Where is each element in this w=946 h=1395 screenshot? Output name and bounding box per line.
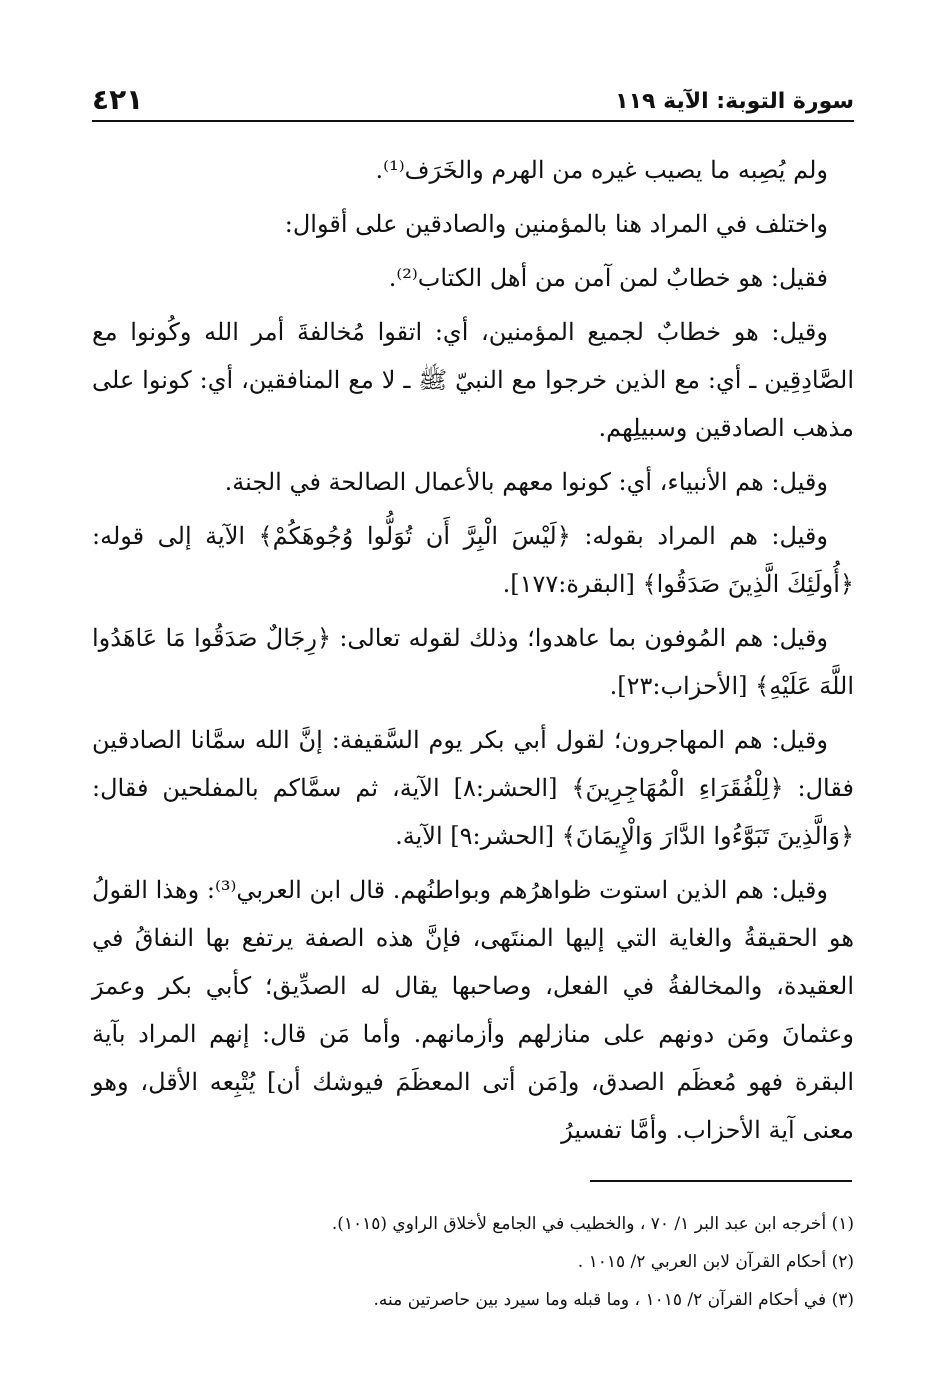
paragraph: وقيل: هم المراد بقوله: ﴿لَيْسَ الْبِرَّ أَن تُوَلُّوا وُجُوهَكُمْ﴾ الآية إلى قوله: ﴿أُولَئِكَ الَّذِينَ صَدَقُوا﴾ [البقرة:١٧٧]. (92, 522, 854, 598)
running-title: سورة التوبة: الآية ١١٩ (615, 89, 854, 114)
paragraph: فقيل: هو خطابٌ لمن آمن من أهل الكتاب⁽²⁾. (388, 264, 828, 292)
footnote-divider (590, 1180, 852, 1182)
paragraph: وقيل: هم الأنبياء، أي: كونوا معهم بالأعمال الصالحة في الجنة. (224, 468, 828, 496)
footnotes (92, 1205, 854, 1319)
footnote: (٢) أحكام القرآن لابن العربي ٢/ ١٠١٥ . (577, 1252, 854, 1272)
paragraph: وقيل: هم المُوفون بما عاهدوا؛ وذلك لقوله تعالى: ﴿رِجَالٌ صَدَقُوا مَا عَاهَدُوا اللَّهَ عَلَيْهِ﴾ [الأحزاب:٢٣]. (92, 624, 854, 700)
paragraph: ولم يُصِبه ما يصيب غيره من الهرم والخَرَف⁽¹⁾. (375, 156, 828, 184)
paragraph: واختلف في المراد هنا بالمؤمنين والصادقين على أقوال: (284, 210, 828, 238)
footnote: (٣) في أحكام القرآن ٢/ ١٠١٥ ، وما قبله وما سيرد بين حاصرتين منه. (373, 1290, 854, 1310)
paragraph: وقيل: هم الذين استوت ظواهرُهم وبواطنُهم. قال ابن العربي⁽³⁾: وهذا القولُ هو الحقيقةُ والغاية التي إليها المنتَهى، فإنَّ هذه الصفة يرتفع بها النفاقُ في العقيدة، والمخالفةُ في الفعل، وصاحبها يقال له الصدِّيق؛ كأبي بكر وعمرَ وعثمانَ ومَن دونهم على منازلهم وأزمانهم. وأما مَن قال: إنهم المراد بآية البقرة فهو مُعظَم الصدق، و[مَن أتى المعظَمَ فيوشك أن] يُتْبِعه الأقل، وهو معنى آية الأحزاب. وأمَّا تفسيرُ (92, 876, 854, 1144)
paragraph: وقيل: هو خطابٌ لجميع المؤمنين، أي: اتقوا مُخالفةَ أمر الله وكُونوا مع الصَّادِقِين ـ أي: مع الذين خرجوا مع النبيّ ﷺ ـ لا مع المنافقين، أي: كونوا على مذهب الصادقين وسبيلِهم. (92, 318, 854, 442)
page-number: ٤٢١ (92, 83, 144, 116)
page-header (92, 76, 854, 122)
paragraph: وقيل: هم المهاجرون؛ لقول أبي بكر يوم السَّقيفة: إنَّ الله سمَّانا الصادقين فقال: ﴿لِلْفُقَرَاءِ الْمُهَاجِرِينَ﴾ [الحشر:٨] الآية، ثم سمَّاكم بالمفلحين فقال: ﴿وَالَّذِينَ تَبَوَّءُوا الدَّارَ وَالْإِيمَانَ﴾ [الحشر:٩] الآية. (92, 726, 854, 850)
footnote: (١) أخرجه ابن عبد البر ١/ ٧٠ ، والخطيب في الجامع لأخلاق الراوي (١٠١٥). (331, 1214, 854, 1234)
main-text (92, 146, 854, 1160)
